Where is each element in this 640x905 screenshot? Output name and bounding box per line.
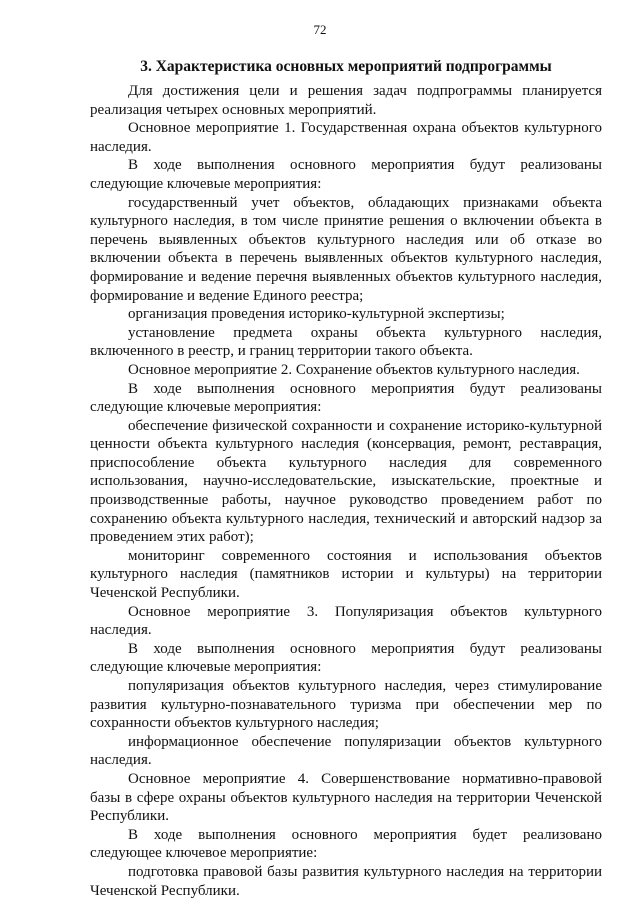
paragraph-activity-2-title: Основное мероприятие 2. Сохранение объектов культурного наследия. bbox=[128, 361, 580, 378]
paragraph-activity-1-item-3: установление предмета охраны объекта культурного наследия, включенного в реестр, и границ территории такого объекта. bbox=[90, 324, 602, 360]
paragraph-activity-2-lead: В ходе выполнения основного мероприятия будут реализованы следующие ключевые мероприятия: bbox=[90, 380, 602, 416]
paragraph-activity-1-item-2: организация проведения историко-культурной экспертизы; bbox=[128, 306, 505, 323]
paragraph-intro: Для достижения цели и решения задач подпрограммы планируется реализация четырех основных мероприятий. bbox=[90, 83, 602, 118]
page-content bbox=[90, 56, 602, 900]
paragraph-activity-4-item-1: подготовка правовой базы развития культурного наследия на территории Чеченской Республики. bbox=[90, 863, 602, 899]
paragraph-activity-1-item-1: государственный учет объектов, обладающих признаками объекта культурного наследия, в том числе принятие решения о включении объекта в перечень выявленных объектов культурного наследия или об отказе во включении объекта в перечень выявленных объектов культурного наследия, формирование и ведение перечня выявленных объектов культурного наследия, формирование и ведение Единого реестра; bbox=[90, 194, 602, 304]
paragraph-activity-1-lead: В ходе выполнения основного мероприятия будут реализованы следующие ключевые мероприятия: bbox=[90, 157, 602, 192]
paragraph-activity-3-title: Основное мероприятие 3. Популяризация объектов культурного наследия. bbox=[90, 603, 602, 639]
paragraph-activity-3-item-2: информационное обеспечение популяризации объектов культурного наследия. bbox=[90, 733, 602, 769]
paragraph-activity-4-title: Основное мероприятие 4. Совершенствование нормативно-правовой базы в сфере охраны объектов культурного наследия на территории Чеченской Республики. bbox=[90, 770, 602, 825]
section-heading: 3. Характеристика основных мероприятий подпрограммы bbox=[140, 58, 552, 75]
page-number: 72 bbox=[313, 22, 327, 37]
paragraph-activity-4-lead: В ходе выполнения основного мероприятия будет реализовано следующее ключевое мероприятие: bbox=[90, 826, 602, 862]
paragraph-activity-3-item-1: популяризация объектов культурного наследия, через стимулирование развития культурно-познавательного туризма при обеспечении мер по сохранности объектов культурного наследия; bbox=[90, 678, 602, 732]
paragraph-activity-2-item-1: обеспечение физической сохранности и сохранение историко-культурной ценности объекта культурного наследия (консервация, ремонт, реставрация, приспособление объекта культурного наследия для современного использования, научно-исследовательские, изыскательские, проектные и производственные работы, научное руководство проведением работ по сохранению объекта культурного наследия, технический и авторский надзор за проведением этих работ); bbox=[90, 417, 602, 546]
paragraph-activity-2-item-2: мониторинг современного состояния и использования объектов культурного наследия (памятников истории и культуры) на территории Чеченской Республики. bbox=[90, 547, 602, 602]
paragraph-activity-1-title: Основное мероприятие 1. Государственная охрана объектов культурного наследия. bbox=[90, 120, 602, 155]
paragraph-activity-3-lead: В ходе выполнения основного мероприятия будут реализованы следующие ключевые мероприятия: bbox=[90, 640, 602, 676]
